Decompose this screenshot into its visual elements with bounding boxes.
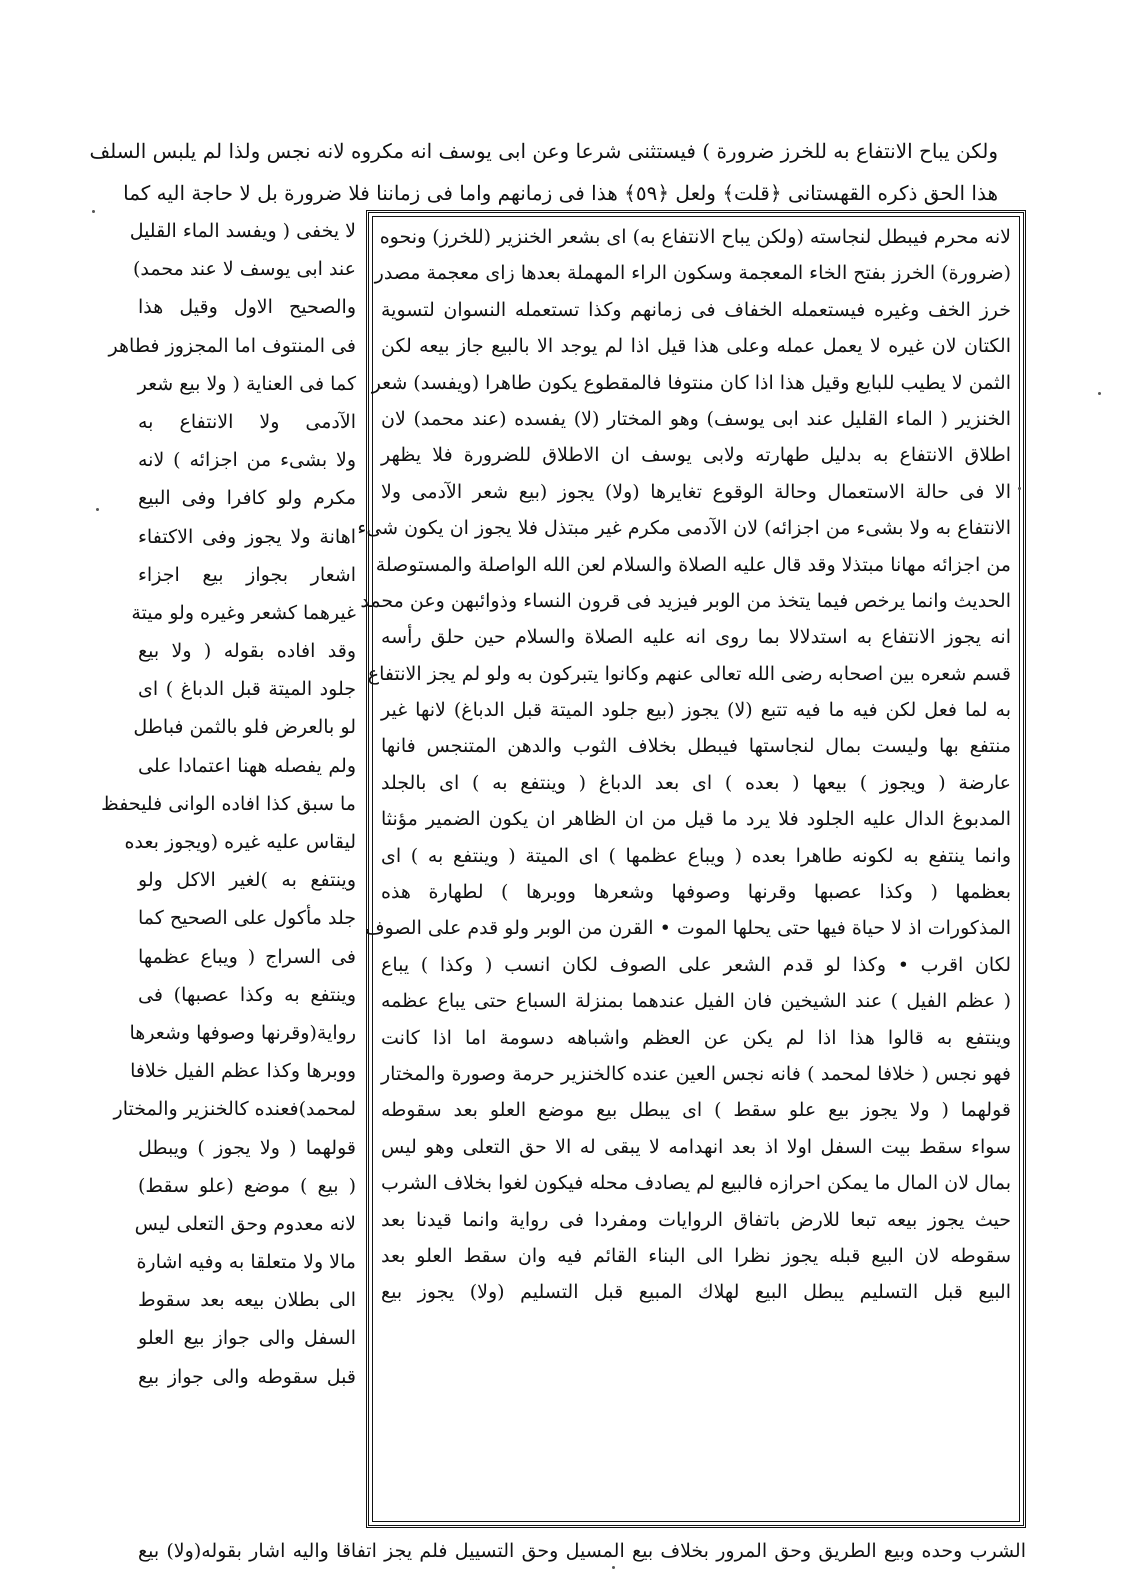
box-text-line: به لما فعل لكن فيه ما فيه تتبع (لا) يجوز (بيع جلود الميتة قبل الدباغ) لانها غير — [381, 699, 1011, 722]
scan-speck — [1098, 392, 1101, 395]
margin-text-line: رواية(وقرنها وصوفها وشعرها — [129, 1021, 356, 1044]
margin-text-line: غيرهما كشعر وغيره ولو ميتة — [131, 601, 356, 624]
margin-text-line: لانه معدوم وحق التعلى ليس — [134, 1212, 356, 1235]
box-text-line: لانه محرم فيبطل لنجاسته (ولكن يباح الانتفاع به) اى بشعر الخنزير (للخرز) ونحوه — [379, 226, 1011, 248]
margin-text-line: مكرم ولو كافرا وفى البيع — [138, 487, 356, 510]
margin-text-line: قبل سقوطه والى جواز بيع — [138, 1365, 356, 1388]
box-text-line: الثمن لا يطيب للبايع وقيل هذا اذا كان منتوفا فالمقطوع يكون طاهرا (ويفسد) شعر — [371, 371, 1011, 394]
box-text-line: البيع قبل التسليم يبطل البيع لهلاك المبيع قبل التسليم (ولا) يجوز بيع — [381, 1281, 1011, 1304]
framed-commentary-box — [357, 210, 1026, 1528]
top-text-block — [89, 130, 998, 214]
margin-text-line: والصحيح الاول وقيل هذا — [138, 296, 356, 319]
box-text-line: الا فى حالة الاستعمال وحالة الوقوع تغايرها (ولا) يجوز (بيع شعر الآدمى ولا — [381, 480, 1011, 503]
box-text-line: الخنزير ( الماء القليل عند ابى يوسف) وهو المختار (لا) يفسده (عند محمد) لان — [381, 407, 1011, 430]
box-text-line: الانتفاع به ولا بشىء من اجزائه) لان الآدمى مكرم غير مبتذل فلا يجوز ان يكون شىء — [357, 517, 1011, 540]
margin-text-line: ما سبق كذا افاده الوانى فليحفظ — [101, 792, 356, 815]
box-text-line: بمال لان المال ما يمكن احرازه فالبيع لم يصادف محله فيكون لغوا بخلاف الشرب — [381, 1172, 1011, 1195]
margin-text-line: مالا ولا متعلقا به وفيه اشارة — [136, 1251, 356, 1274]
margin-text-line: السفل والى جواز بيع العلو — [138, 1327, 356, 1350]
margin-text-line: لمحمد)فعنده كالخنزير والمختار — [113, 1098, 356, 1121]
box-text-line: الكتان لان غيره لا يعمل عمله وعلى هذا قيل اذا لم يوجد الا بالبيع جاز بيعه لكن — [381, 335, 1011, 358]
margin-text-line: وينتفع به )لغير الاكل ولو — [138, 869, 356, 892]
box-text-line: من اجزائه مهانا مبتذلا وقد قال عليه الصلاة والسلام لعن الله الواصلة والمستوصلة — [375, 553, 1011, 576]
box-text-line: سواء سقط بيت السفل اولا اذ بعد انهدامه لا يبقى له الا حق التعلى وهو ليس — [381, 1135, 1011, 1158]
box-text-line: وينتفع به قالوا هذا اذا لم يكن عن العظم واشباهه دسومة اما اذا كانت — [381, 1026, 1011, 1049]
margin-text-line: ووبرها وكذا عظم الفيل خلافا — [130, 1060, 356, 1083]
box-text-line: المذكورات اذ لا حياة فيها حتى يحلها الموت • القرن من الوبر ولو قدم على الصوف — [364, 917, 1011, 940]
margin-text-line: الآدمى ولا الانتفاع به — [138, 410, 356, 433]
margin-text-line: كما فى العناية ( ولا بيع شعر — [137, 372, 356, 395]
box-text-line: وانما ينتفع به لكونه طاهرا بعده ( ويباع عظمها ) اى الميتة ( وينتفع به ) اى — [381, 844, 1011, 867]
bottom-text-block — [138, 1534, 1026, 1568]
scan-speck — [1018, 487, 1021, 490]
margin-text-line: اشعار بجواز بيع اجزاء — [138, 563, 356, 586]
margin-text-line: لو بالعرض فلو بالثمن فباطل — [133, 716, 356, 739]
margin-text-line: ولا بشىء من اجزائه ) لانه — [138, 449, 356, 472]
top-text-line: ولكن يباح الانتفاع به للخرز ضرورة ) فيستثنى شرعا وعن ابى يوسف انه مكروه لانه نجس ولذا لم يلبس السلف — [89, 139, 998, 163]
margin-text-line: الى بطلان بيعه بعد سقوط — [138, 1289, 356, 1312]
bottom-text-line: الشرب وحده وبيع الطريق وحق المرور بخلاف بيع المسيل وحق التسييل فلم يجز اتفاقا واليه اشار بقوله(ولا) بيع — [138, 1540, 1026, 1562]
margin-text-line: عند ابى يوسف لا عند محمد) — [132, 258, 356, 281]
box-text-line: ( عظم الفيل ) عند الشيخين فان الفيل عندهما بمنزلة السباع حتى يباع عظمه — [381, 990, 1011, 1013]
margin-text-line: جلود الميتة قبل الدباغ ) اى — [138, 678, 356, 701]
margin-text-line: اهانة ولا يجوز وفى الاكتفاء — [138, 525, 356, 548]
margin-text-line: لا يخفى ( ويفسد الماء القليل — [129, 220, 356, 242]
margin-text-line: قولهما ( ولا يجوز ) ويبطل — [138, 1136, 356, 1159]
margin-text-line: ليقاس عليه غيره (ويجوز بعده — [124, 831, 356, 853]
box-text-line: سقوطه لان البيع قبله يجوز نظرا الى البناء القائم فيه وان سقط العلو بعد — [381, 1244, 1011, 1267]
box-text-line: خرز الخف وغيره فيستعمله الخفاف فى زمانهم وكذا تستعمله النسوان لتسوية — [381, 298, 1011, 321]
margin-text-line: فى السراج ( ويباع عظمها — [138, 945, 356, 968]
margin-text-line: وينتفع به وكذا عصبها) فى — [138, 983, 356, 1006]
box-text-line: (ضرورة) الخرز بفتح الخاء المعجمة وسكون الراء المهملة بعدها زاى معجمة مصدر — [374, 262, 1011, 285]
margin-text-line: ولم يفصله ههنا اعتمادا على — [138, 754, 356, 777]
box-text-line: اطلاق الانتفاع به بدليل طهارته ولابى يوسف ان الاطلاق للضرورة فلا يظهر — [381, 444, 1011, 467]
box-text-line: الحديث وانما يرخص فيما يتخذ من الوبر فيزيد فى قرون النساء وذوائبهن وعن محمد — [360, 589, 1011, 612]
margin-commentary-column — [101, 212, 356, 1396]
scan-speck — [96, 508, 99, 511]
box-text-line: قسم شعره بين اصحابه رضى الله تعالى عنهم وكانوا يتبركون به ولو لم يجز الانتفاع — [367, 662, 1011, 685]
box-text-line: بعظمها ( وكذا عصبها وقرنها وصوفها وشعرها ووبرها ) لطهارة هذه — [381, 881, 1011, 904]
box-text-line: عارضة ( ويجوز ) بيعها ( بعده ) اى بعد الدباغ ( وينتفع به ) اى بالجلد — [381, 771, 1011, 794]
box-text-line: فهو نجس ( خلافا لمحمد ) فانه نجس العين عنده كالخنزير حرمة وصورة والمختار — [381, 1062, 1011, 1085]
box-text-line: قولهما ( ولا يجوز بيع علو سقط ) اى يبطل بيع موضع العلو بعد سقوطه — [381, 1099, 1011, 1122]
scan-speck — [92, 210, 95, 213]
box-text-line: المدبوغ الدال عليه الجلود فلا يرد ما قيل من ان الظاهر ان يكون الضمير مؤنثا — [381, 808, 1011, 831]
box-text-line: منتفع بها وليست بمال لنجاستها فيبطل بخلاف الثوب والدهن المتنجس فانها — [381, 735, 1011, 758]
box-text-line: لكان اقرب • وكذا لو قدم الشعر على الصوف لكان انسب ( وكذا ) يباع — [381, 953, 1011, 976]
margin-text-line: فى المنتوف اما المجزوز فطاهر — [108, 334, 356, 357]
box-text-line: حيث يجوز بيعه تبعا للارض باتفاق الروايات ومفردا فى رواية وانما قيدنا بعد — [381, 1208, 1011, 1231]
margin-text-line: جلد مأكول على الصحيح كما — [138, 907, 356, 930]
top-text-line: هذا الحق ذكره القهستانى ﴿قلت﴾ ولعل ﴿٥٩﴾ هذا فى زمانهم واما فى زماننا فلا ضرورة بل لا حاجة اليه كما — [123, 181, 998, 205]
margin-text-line: وقد افاده بقوله ( ولا بيع — [138, 640, 356, 663]
scan-speck — [612, 1566, 615, 1569]
margin-text-line: ( بيع ) موضع (علو سقط) — [138, 1174, 356, 1197]
box-text-line: انه يجوز الانتفاع به استدلالا بما روى انه عليه الصلاة والسلام حين حلق رأسه — [381, 626, 1011, 649]
